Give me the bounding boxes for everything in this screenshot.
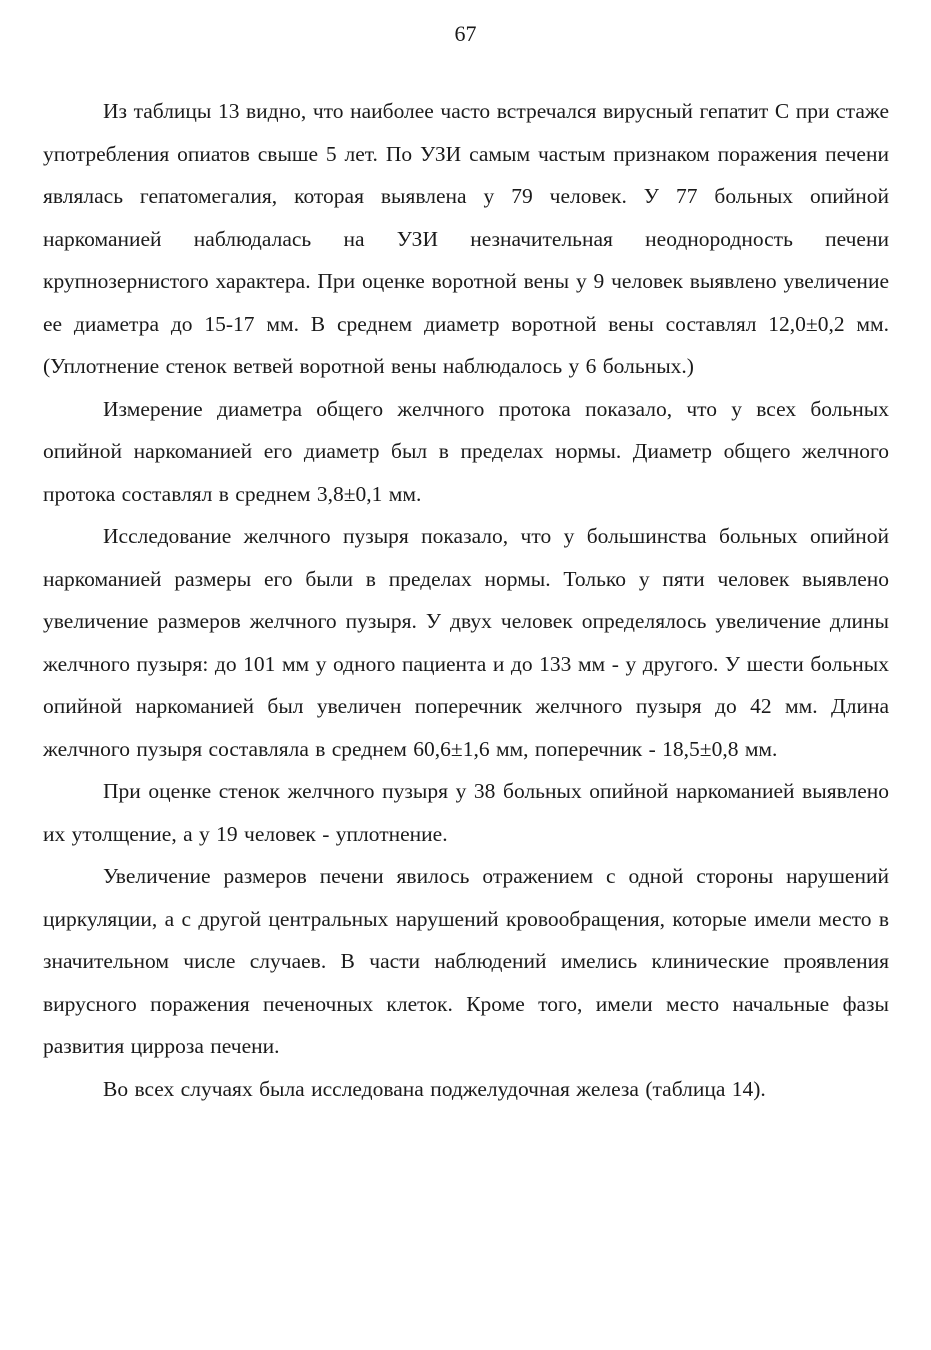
paragraph-gallbladder-walls: При оценке стенок желчного пузыря у 38 больных опийной наркоманией выявлено их утолщение, а у 19 человек - уплотнение. <box>43 779 889 846</box>
paragraph-gallbladder-size: Исследование желчного пузыря показало, что у большинства больных опийной наркоманией размеры его были в пределах нормы. Только у пяти человек выявлено увеличение размеров желчного пузыря. У двух человек определялось увеличение длины желчного пузыря: до 101 мм у одного пациента и до 133 мм - у другого. У шести больных опийной наркоманией был увеличен поперечник желчного пузыря до 42 мм. Длина желчного пузыря составляла в среднем 60,6±1,6 мм, поперечник - 18,5±0,8 мм. <box>43 524 889 761</box>
paragraph-liver-enlargement: Увеличение размеров печени явилось отражением с одной стороны нарушений циркуляции, а с другой центральных нарушений кровообращения, которые имели место в значительном числе случаев. В части наблюдений имелись клинические проявления вирусного поражения печеночных клеток. Кроме того, имели место начальные фазы развития цирроза печени. <box>43 864 889 1058</box>
paragraph-bile-duct: Измерение диаметра общего желчного протока показало, что у всех больных опийной наркоманией его диаметр был в пределах нормы. Диаметр общего желчного протока составлял в среднем 3,8±0,1 мм. <box>43 396 889 506</box>
page-number: 67 <box>454 21 477 46</box>
paragraph-pancreas: Во всех случаях была исследована поджелудочная железа (таблица 14). <box>103 1076 766 1101</box>
body-text <box>43 90 889 1110</box>
paragraph-hcv-ultrasound: Из таблицы 13 видно, что наиболее часто встречался вирусный гепатит С при стаже употребления опиатов свыше 5 лет. По УЗИ самым частым признаком поражения печени являлась гепатомегалия, которая выявлена у 79 человек. У 77 больных опийной наркоманией наблюдалась на УЗИ незначительная неоднородность печени крупнозернистого характера. При оценке воротной вены у 9 человек выявлено увеличение ее диаметра до 15-17 мм. В среднем диаметр воротной вены составлял 12,0±0,2 мм. (Уплотнение стенок ветвей воротной вены наблюдалось у 6 больных.) <box>43 99 889 378</box>
